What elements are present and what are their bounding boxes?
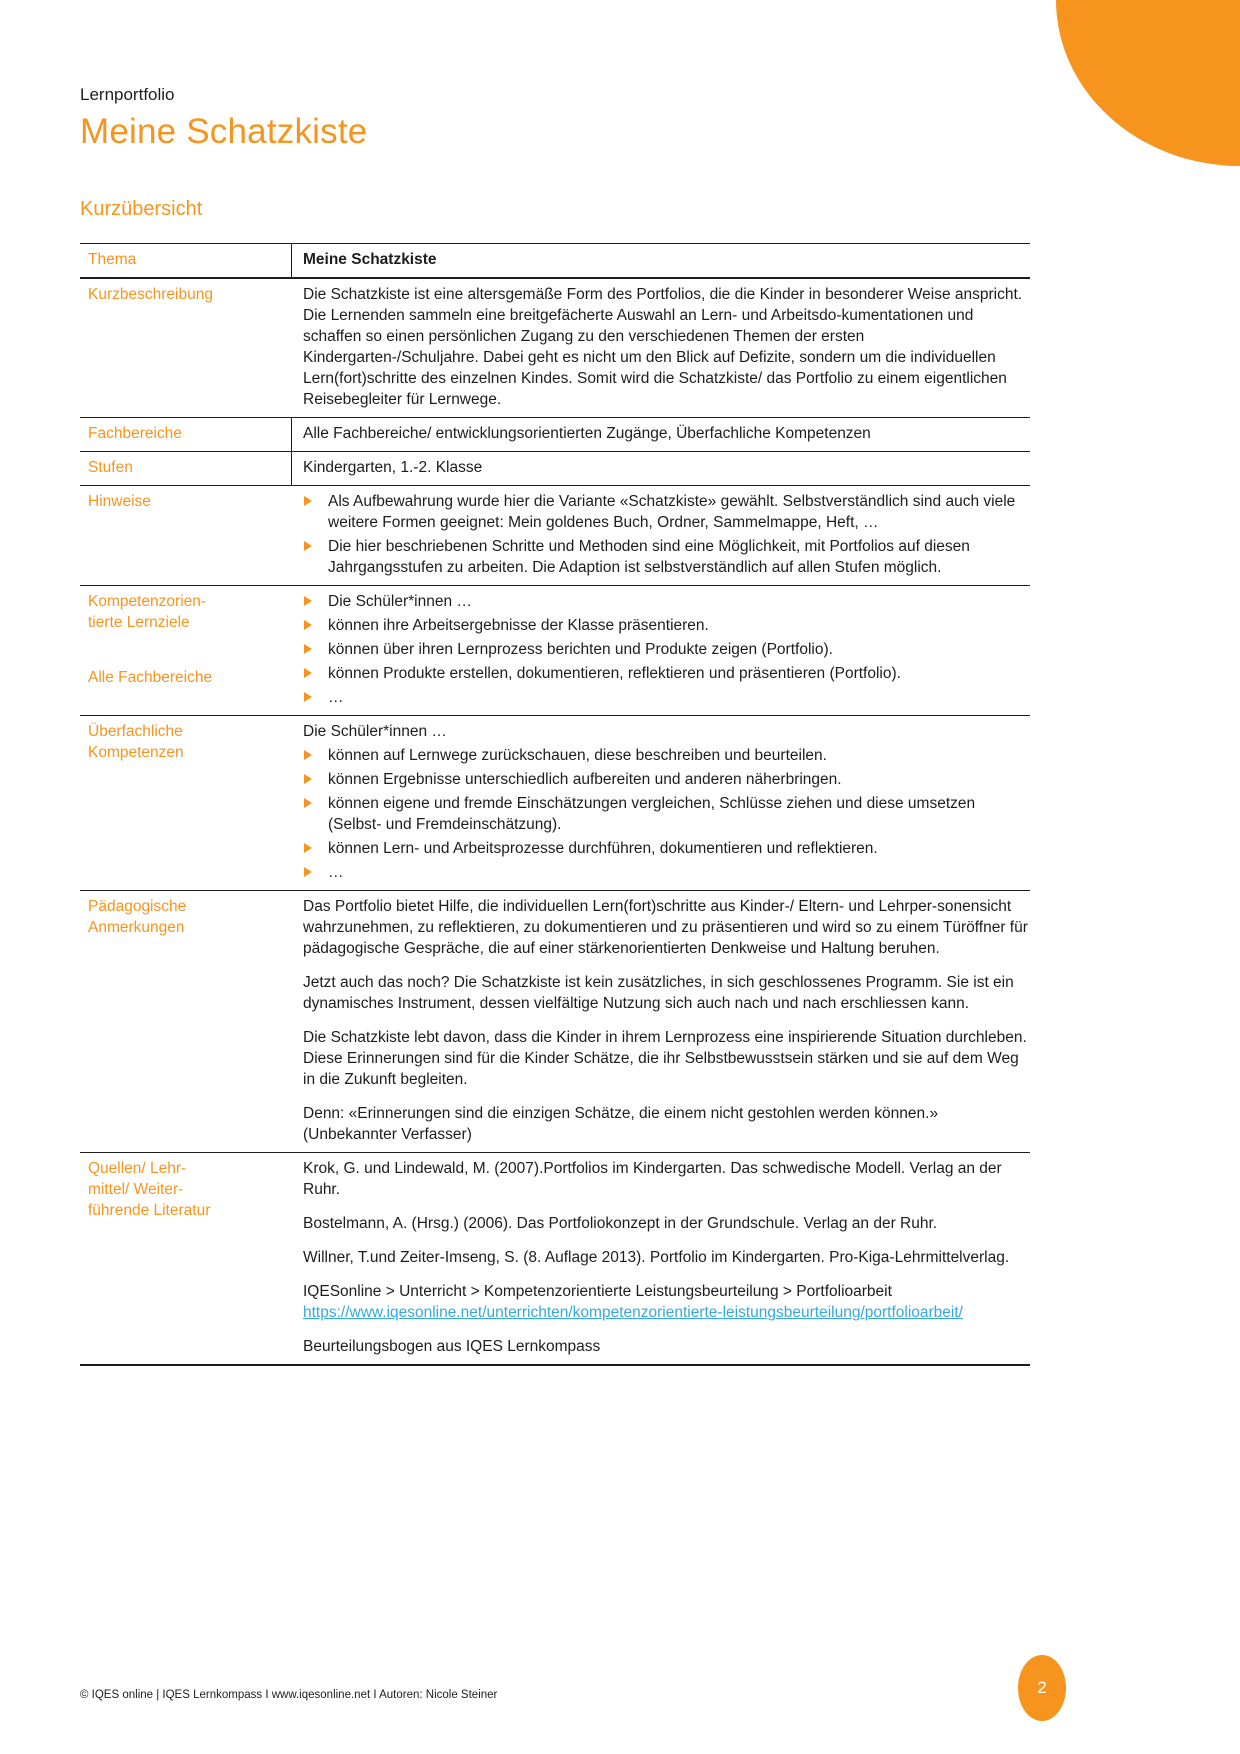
row-label	[80, 891, 292, 1152]
row-label: Kurzbeschreibung	[88, 286, 213, 303]
row-label-line: Pädagogische	[88, 898, 187, 915]
list-item	[303, 769, 1030, 790]
source-entry: Krok, G. und Lindewald, M. (2007).Portfolios im Kindergarten. Das schwedische Modell. Verlag an der Ruhr.	[303, 1160, 1002, 1198]
table-row-lernziele	[80, 586, 1030, 716]
list-item	[303, 639, 1030, 660]
paragraph: Jetzt auch das noch? Die Schatzkiste ist kein zusätzliches, in sich geschlossenes Programm. Sie ist ein dynamisches Instrument, dessen vielfältige Nutzung sich auch nach und nach erschliessen kann.	[303, 974, 1014, 1012]
row-label-line: Kompetenzorien-	[88, 593, 207, 610]
row-label: Thema	[80, 244, 292, 277]
row-value: Die Schatzkiste ist eine altersgemäße Form des Portfolios, die die Kinder in besonderer Weise anspricht. Die Lernenden sammeln eine breitgefächerte Auswahl an Lern- und Arbeitsdo-kumentationen und schaffen so einen persönlichen Zugang zu den verschiedenen Themen der ersten Kindergarten-/Schuljahre. Dabei geht es nicht um den Blick auf Defizite, sondern um die individuellen Lern(fort)schritte des einzelnen Kindes. Somit wird die Schatzkiste/ das Portfolio zu einem eigentlichen Reisebegleiter für Lernwege.	[303, 286, 1023, 408]
paragraph: Das Portfolio bietet Hilfe, die individuellen Lern(fort)schritte aus Kinder-/ Eltern- und Lehrper-sonensicht wahrzunehmen, zu reflektieren, zu dokumentieren und zu präsentieren und wird so zu einem Türöffner für pädagogische Gespräche, die auf einer stärkenorientierten Denkweise und Haltung beruhen.	[303, 898, 1028, 957]
bullet-triangle-icon	[304, 541, 312, 551]
list-item	[303, 862, 1030, 883]
row-value	[292, 1153, 1030, 1364]
iqes-portfolio-link[interactable]: https://www.iqesonline.net/unterrichten/kompetenzorientierte-leistungsbeurteilung/portfolioarbeit/	[303, 1304, 963, 1321]
row-label	[80, 586, 292, 715]
section-heading: Kurzübersicht	[80, 198, 203, 220]
source-entry: Bostelmann, A. (Hrsg.) (2006). Das Portfoliokonzept in der Grundschule. Verlag an der Ruhr.	[303, 1215, 938, 1232]
list-item	[303, 793, 1030, 835]
table-row-kompetenzen	[80, 716, 1030, 891]
list-item-text: können Ergebnisse unterschiedlich aufbereiten und anderen näherbringen.	[328, 771, 842, 788]
bullet-triangle-icon	[304, 596, 312, 606]
list-item	[303, 745, 1030, 766]
eyebrow-label: Lernportfolio	[80, 85, 175, 104]
row-value: Meine Schatzkiste	[303, 251, 437, 268]
row-value: Alle Fachbereiche/ entwicklungsorientierten Zugänge, Überfachliche Kompetenzen	[303, 425, 871, 442]
list-item	[303, 536, 1030, 578]
row-label-line: führende Literatur	[88, 1202, 211, 1219]
row-label-line: mittel/ Weiter-	[88, 1181, 184, 1198]
row-label-line: Anmerkungen	[88, 919, 185, 936]
list-intro: Die Schüler*innen …	[303, 723, 447, 740]
iqes-breadcrumb-path: IQESonline > Unterricht > Kompetenzorientierte Leistungsbeurteilung > Portfolioarbeit	[303, 1283, 892, 1300]
bullet-triangle-icon	[304, 867, 312, 877]
list-item	[303, 491, 1030, 533]
source-entry: Beurteilungsbogen aus IQES Lernkompass	[303, 1338, 601, 1355]
row-value: Kindergarten, 1.-2. Klasse	[303, 459, 483, 476]
list-item	[303, 838, 1030, 859]
row-label-line: tierte Lernziele	[88, 614, 190, 631]
bullet-triangle-icon	[304, 692, 312, 702]
corner-decoration-shape	[1056, 0, 1240, 166]
list-item-text: können auf Lernwege zurückschauen, diese beschreiben und beurteilen.	[328, 747, 827, 764]
row-sublabel: Alle Fachbereiche	[88, 669, 213, 686]
bullet-triangle-icon	[304, 496, 312, 506]
table-row-stufen	[80, 452, 1030, 486]
page-number-badge	[1018, 1655, 1066, 1721]
table-row-kurzbeschreibung	[80, 279, 1030, 418]
list-item-text: können Lern- und Arbeitsprozesse durchführen, dokumentieren und reflektieren.	[328, 840, 878, 857]
list-item-text: Die Schüler*innen …	[328, 593, 472, 610]
bullet-triangle-icon	[304, 644, 312, 654]
page-content	[80, 0, 1030, 1366]
list-item	[303, 687, 1030, 708]
row-label-line: Überfachliche	[88, 723, 183, 740]
list-item-text: können ihre Arbeitsergebnisse der Klasse präsentieren.	[328, 617, 709, 634]
bullet-triangle-icon	[304, 668, 312, 678]
list-item	[303, 615, 1030, 636]
list-item-text: können eigene und fremde Einschätzungen vergleichen, Schlüsse ziehen und diese umsetzen (Selbst- und Fremdeinschätzung).	[328, 795, 976, 833]
row-label-line: Kompetenzen	[88, 744, 184, 761]
bullet-triangle-icon	[304, 620, 312, 630]
row-label	[80, 716, 292, 890]
table-row-thema	[80, 244, 1030, 279]
paragraph: Die Schatzkiste lebt davon, dass die Kinder in ihrem Lernprozess eine inspirierende Situation durchleben. Diese Erinnerungen sind für die Kinder Schätze, die ihr Selbstbewusstsein stärken und sie auf dem Weg in die Zukunft begleiten.	[303, 1029, 1027, 1088]
source-entry: Willner, T.und Zeiter-Imseng, S. (8. Auflage 2013). Portfolio im Kindergarten. Pro-Kiga-Lehrmittelverlag.	[303, 1249, 1010, 1266]
source-entry	[303, 1281, 1030, 1323]
list-item-text: können Produkte erstellen, dokumentieren, reflektieren und präsentieren (Portfolio).	[328, 665, 901, 682]
table-row-anmerkungen	[80, 891, 1030, 1153]
bullet-triangle-icon	[304, 843, 312, 853]
bullet-triangle-icon	[304, 750, 312, 760]
paragraph: Denn: «Erinnerungen sind die einzigen Schätze, die einem nicht gestohlen werden können.» (Unbekannter Verfasser)	[303, 1105, 939, 1143]
list-item-text: Die hier beschriebenen Schritte und Methoden sind eine Möglichkeit, mit Portfolios auf diesen Jahrgangsstufen zu arbeiten. Die Adaption ist selbstverständlich auf allen Stufen möglich.	[328, 538, 970, 576]
bullet-triangle-icon	[304, 798, 312, 808]
list-item	[303, 591, 1030, 612]
list-item-text: können über ihren Lernprozess berichten und Produkte zeigen (Portfolio).	[328, 641, 833, 658]
row-label: Hinweise	[88, 493, 151, 510]
table-row-quellen	[80, 1153, 1030, 1366]
row-label: Fachbereiche	[80, 418, 292, 451]
footer-credits: © IQES online | IQES Lernkompass I www.iqesonline.net I Autoren: Nicole Steiner	[80, 1689, 498, 1701]
row-value	[292, 586, 1030, 715]
overview-table	[80, 243, 1030, 1366]
list-item	[303, 663, 1030, 684]
page-title: Meine Schatzkiste	[80, 112, 368, 151]
table-row-fachbereiche	[80, 418, 1030, 452]
row-label: Stufen	[80, 452, 292, 485]
row-value	[292, 716, 1030, 890]
list-item-text: …	[328, 689, 344, 706]
bullet-triangle-icon	[304, 774, 312, 784]
list-item-text: …	[328, 864, 344, 881]
row-value	[292, 486, 1030, 585]
list-item-text: Als Aufbewahrung wurde hier die Variante «Schatzkiste» gewählt. Selbstverständlich sind auch viele weitere Formen geeignet: Mein goldenes Buch, Ordner, Sammelmappe, Heft, …	[328, 493, 1016, 531]
table-row-hinweise	[80, 486, 1030, 586]
row-label	[80, 1153, 292, 1364]
row-value	[292, 891, 1030, 1152]
row-label-line: Quellen/ Lehr-	[88, 1160, 187, 1177]
page-number: 2	[1037, 1678, 1047, 1697]
